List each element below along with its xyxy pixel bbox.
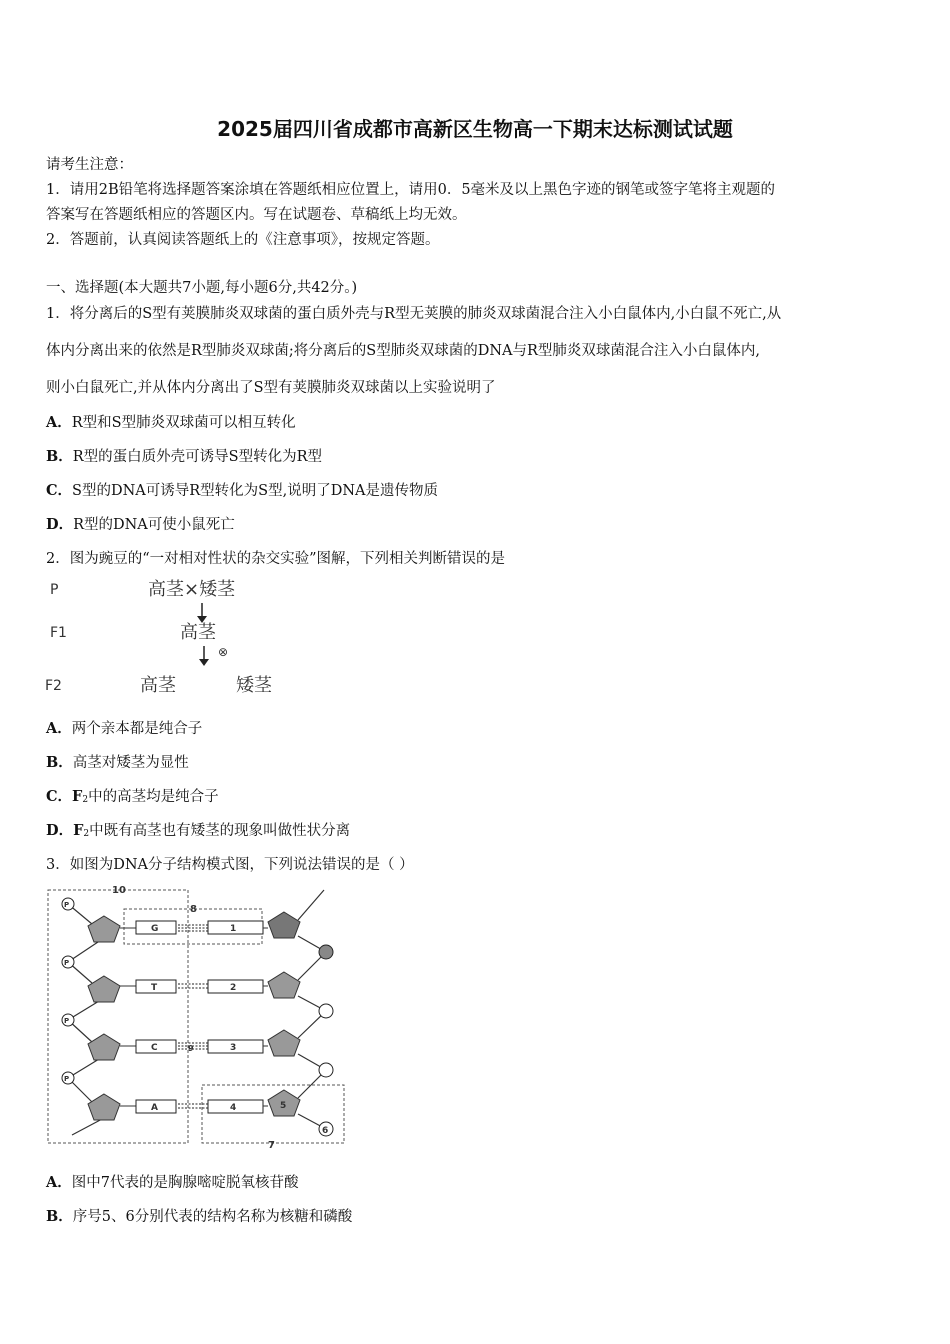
base-number-2: 2: [230, 983, 237, 993]
base-letter-g: G: [151, 924, 159, 934]
phosphate-right-2: [319, 1004, 333, 1018]
q1-stem-line-3: 则小白鼠死亡,并从体内分离出了S型有荚膜肺炎双球菌以上实验说明了: [46, 380, 496, 396]
dna-structure-diagram: [40, 880, 360, 1150]
q3-stem: 3．如图为DNA分子结构模式图，下列说法错误的是（ ）: [46, 857, 414, 873]
page-title: 2025届四川省成都市高新区生物高一下期末达标测试试题: [217, 117, 733, 141]
selfing-symbol: ⊗: [218, 645, 229, 659]
base-letter-c: C: [151, 1043, 158, 1053]
hydrogen-bonds-1: [178, 925, 208, 931]
f1-trait-label: 高茎: [180, 622, 216, 643]
label-5: 5: [280, 1101, 287, 1111]
section-heading: 一、选择题(本大题共7小题,每小题6分,共42分。): [46, 280, 358, 296]
right-base-connectors: [263, 928, 268, 1106]
q1-option-d: D．R型的DNA可使小鼠死亡: [46, 516, 235, 533]
phosphate-right-3: [319, 1063, 333, 1077]
notice-line-1a: 1．请用2B铅笔将选择题答案涂填在答题纸相应位置上，请用0．5毫米及以上黑色字迹的钢笔或签字笔将主观题的: [46, 182, 776, 198]
arrow-f1-f2-head: [199, 659, 209, 666]
base-letter-a: A: [151, 1103, 158, 1113]
q1-option-b: B．R型的蛋白质外壳可诱导S型转化为R型: [46, 448, 323, 465]
q2-stem: 2．图为豌豆的“一对相对性状的杂交实验”图解，下列相关判断错误的是: [46, 551, 506, 567]
phosphate-right-1: [319, 945, 333, 959]
left-base-connectors: [120, 928, 136, 1106]
base-number-1: 1: [230, 924, 237, 934]
sugar-right-3: [268, 1030, 300, 1056]
base-number-3: 3: [230, 1043, 237, 1053]
phosphate-label-1: P: [64, 901, 70, 909]
sugar-left-3: [88, 1034, 120, 1060]
label-6: 6: [322, 1126, 329, 1136]
q1-stem-line-1: 1．将分离后的S型有荚膜肺炎双球菌的蛋白质外壳与R型无荚膜的肺炎双球菌混合注入小白鼠体内,小白鼠不死亡,从: [46, 306, 782, 322]
q2-option-a: A．两个亲本都是纯合子: [46, 720, 203, 737]
notice-line-2: 2．答题前，认真阅读答题纸上的《注意事项》，按规定答题。: [46, 232, 440, 248]
generation-f1-label: F1: [50, 625, 67, 641]
notice-heading: 请考生注意：: [46, 157, 133, 173]
parent-cross-label: 高茎×矮茎: [148, 579, 236, 600]
q3-option-a: A．图中7代表的是胸腺嘧啶脱氧核苷酸: [46, 1174, 299, 1191]
generation-p-label: P: [50, 582, 59, 598]
sugar-right-2: [268, 972, 300, 998]
hydrogen-bonds-2: [178, 984, 208, 988]
sugar-left-1: [88, 916, 120, 942]
phosphate-label-2: P: [64, 959, 70, 967]
q2-option-c: C．F2中的高茎均是纯合子: [46, 788, 219, 805]
hydrogen-bonds-4: [178, 1104, 208, 1108]
base-number-4: 4: [230, 1103, 237, 1113]
generation-f2-label: F2: [45, 678, 62, 694]
phosphate-label-3: P: [64, 1017, 70, 1025]
label-7: 7: [268, 1140, 275, 1150]
q1-stem-line-2: 体内分离出来的依然是R型肺炎双球菌;将分离后的S型肺炎双球菌的DNA与R型肺炎双球菌混合注入小白鼠体内,: [46, 343, 761, 359]
label-8: 8: [190, 904, 197, 915]
label-9: 9: [188, 1044, 194, 1053]
sugar-left-2: [88, 976, 120, 1002]
notice-line-1b: 答案写在答题纸相应的答题区内。写在试题卷、草稿纸上均无效。: [46, 207, 467, 223]
q3-option-b: B．序号5、6分别代表的结构名称为核糖和磷酸: [46, 1208, 353, 1225]
pea-cross-diagram: [40, 572, 310, 702]
q1-option-a: A．R型和S型肺炎双球菌可以相互转化: [46, 414, 296, 431]
f2-short-label: 矮茎: [236, 675, 272, 696]
base-letter-t: T: [151, 983, 158, 993]
q1-option-c: C．S型的DNA可诱导R型转化为S型,说明了DNA是遗传物质: [46, 482, 439, 499]
sugar-left-4: [88, 1094, 120, 1120]
f2-tall-label: 高茎: [140, 675, 176, 696]
phosphate-label-4: P: [64, 1075, 70, 1083]
label-10: 10: [112, 885, 126, 896]
sugar-right-1: [268, 912, 300, 938]
q2-option-d: D．F2中既有高茎也有矮茎的现象叫做性状分离: [46, 822, 351, 839]
q2-option-b: B．高茎对矮茎为显性: [46, 754, 189, 771]
